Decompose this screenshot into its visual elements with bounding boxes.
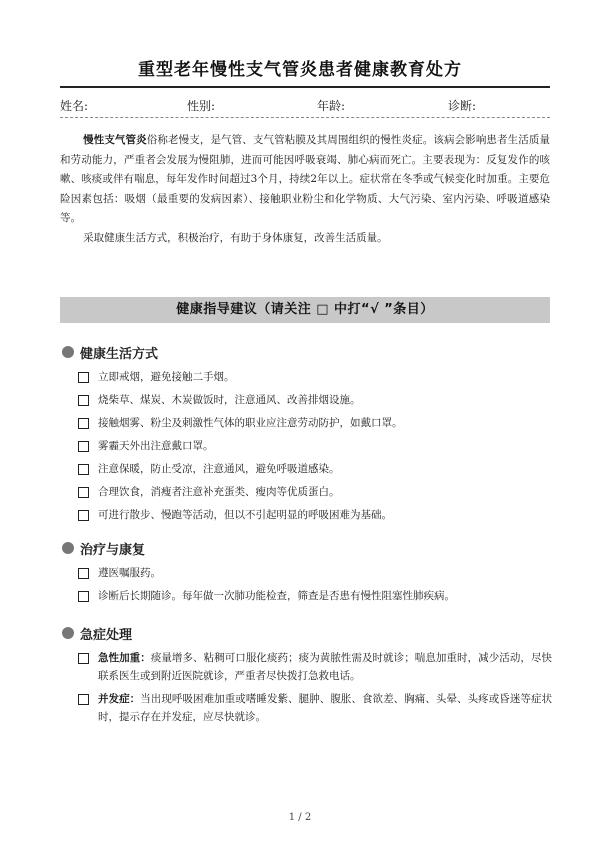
checkbox-icon[interactable] [78,487,89,498]
bullet-dot-icon [62,627,74,639]
item-text: 当出现呼吸困难加重或嗜睡发紫、腿肿、腹胀、食欲差、胸痛、头晕、头疼或昏迷等症状时，提示存在并发症，应尽快就诊。 [98,693,553,723]
fields-rule [60,117,550,118]
item-text: 接触烟雾、粉尘及刺激性气体的职业应注意劳动防护，如戴口罩。 [98,417,403,429]
checkbox-icon[interactable] [78,653,89,664]
section-lifestyle [62,342,552,524]
item-label: 急性加重： [98,652,151,664]
intro-body: 俗称老慢支，是气管、支气管粘膜及其周围组织的慢性炎症。该病会影响患者生活质量和劳动能力，严重者会发展为慢阻肺，进而可能因呼吸衰竭、肺心病而死亡。主要表现为：反复发作的咳嗽、咳痰或伴有喘息，每年发作时间超过3个月，持续2年以上。症状常在冬季或气候变化时加重。主要危险因素包括：吸烟（最重要的发病因素）、接触职业粉尘和化学物质、大气污染、室内污染、呼吸道感染等。 [60,134,551,224]
list-item [62,460,552,478]
section-heading [62,538,552,558]
item-text: 痰量增多、粘稠可口服化痰药；痰为黄脓性需及时就诊；喘息加重时，减少活动，尽快联系医生或到附近医院就诊，严重者尽快拨打急救电话。 [98,652,553,682]
list-item [62,649,552,685]
list-item [62,506,552,524]
item-text: 立即戒烟，避免接触二手烟。 [98,371,235,383]
document-title: 重型老年慢性支气管炎患者健康教育处方 [138,60,462,80]
item-text: 遵医嘱服药。 [98,567,161,579]
checkbox-icon[interactable] [78,372,89,383]
item-text: 合理饮食，消瘦者注意补充蛋类、瘦肉等优质蛋白。 [98,486,340,498]
item-text: 注意保暖，防止受凉，注意通风，避免呼吸道感染。 [98,463,340,475]
bullet-dot-icon [62,542,74,554]
checkbox-icon[interactable] [78,441,89,452]
checkbox-icon[interactable] [78,464,89,475]
section-treatment [62,538,552,605]
section-heading [62,623,552,643]
title-rule [60,86,550,88]
item-text: 雾霾天外出注意戴口罩。 [98,440,214,452]
intro-paragraph-1 [60,131,550,229]
intro-text [60,131,550,248]
section-heading-text: 健康生活方式 [80,346,159,362]
guidance-banner: 健康指导建议（请关注 □ 中打“√ ”条目） [60,297,550,323]
item-text: 诊断后长期随诊。每年做一次肺功能检查，筛查是否患有慢性阻塞性肺疾病。 [98,590,455,602]
item-label: 并发症： [98,693,141,705]
section-heading [62,342,552,362]
section-heading-text: 治疗与康复 [80,542,146,558]
intro-paragraph-2: 采取健康生活方式，积极治疗，有助于身体康复，改善生活质量。 [83,231,388,244]
checkbox-icon[interactable] [78,395,89,406]
checkbox-icon[interactable] [78,568,89,579]
list-item [62,368,552,386]
checkbox-icon[interactable] [78,418,89,429]
item-text: 可进行散步、慢跑等活动，但以不引起明显的呼吸困难为基础。 [98,509,392,521]
field-name: 姓名: [60,99,89,113]
checkbox-icon[interactable] [78,510,89,521]
section-emergency [62,623,552,726]
checkbox-icon[interactable] [78,694,89,705]
list-item [62,483,552,501]
field-gender: 性别: [187,99,216,113]
page-number: 1 / 2 [288,812,312,823]
checkbox-icon[interactable] [78,591,89,602]
section-heading-text: 急症处理 [80,627,133,643]
list-item [62,690,552,726]
list-item [62,391,552,409]
bullet-dot-icon [62,346,74,358]
list-item [62,564,552,582]
list-item [62,437,552,455]
item-text: 烧柴草、煤炭、木炭做饭时，注意通风、改善排烟设施。 [98,394,361,406]
intro-term: 慢性支气管炎 [83,134,147,146]
list-item [62,587,552,605]
field-age: 年龄: [317,99,346,113]
patient-fields [60,97,550,115]
field-diagnosis: 诊断: [448,99,477,113]
list-item [62,414,552,432]
